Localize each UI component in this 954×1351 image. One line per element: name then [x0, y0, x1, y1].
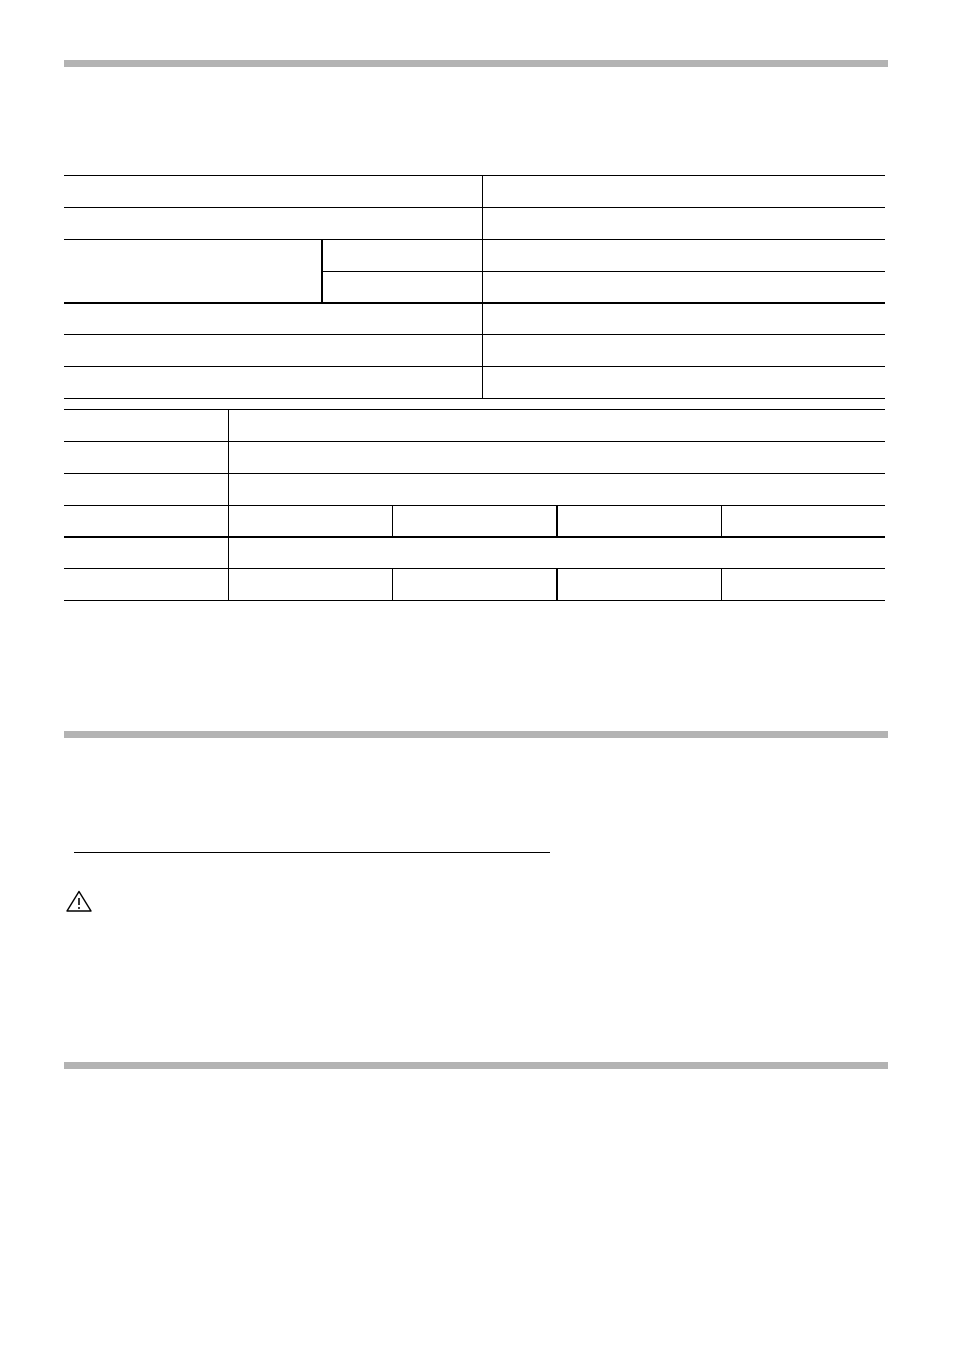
- table-line: [64, 398, 885, 399]
- table-line: [556, 505, 558, 536]
- table-line: [64, 334, 885, 335]
- section-divider-middle: [64, 731, 888, 738]
- table-line: [64, 441, 885, 442]
- table-line: [64, 536, 885, 538]
- table-line: [64, 409, 885, 410]
- table-line: [721, 505, 722, 536]
- table-line: [64, 600, 885, 601]
- table-line: [321, 239, 323, 302]
- table-line: [721, 568, 722, 600]
- table-line: [64, 366, 885, 367]
- table-line: [64, 239, 885, 240]
- section-divider-top: [64, 60, 888, 67]
- table-line: [322, 271, 885, 272]
- table-line: [556, 568, 558, 600]
- table-line: [482, 175, 483, 398]
- table-line: [392, 568, 393, 600]
- table-line: [392, 505, 393, 536]
- table-line: [64, 505, 885, 506]
- table-line: [64, 302, 885, 304]
- table-line: [64, 568, 885, 569]
- table-line: [64, 207, 885, 208]
- section-divider-bottom: [64, 1062, 888, 1069]
- table-line: [64, 473, 885, 474]
- table-line: [228, 409, 229, 600]
- warning-triangle-icon: [66, 890, 92, 912]
- section-underline: [74, 852, 550, 853]
- table-line: [64, 175, 885, 176]
